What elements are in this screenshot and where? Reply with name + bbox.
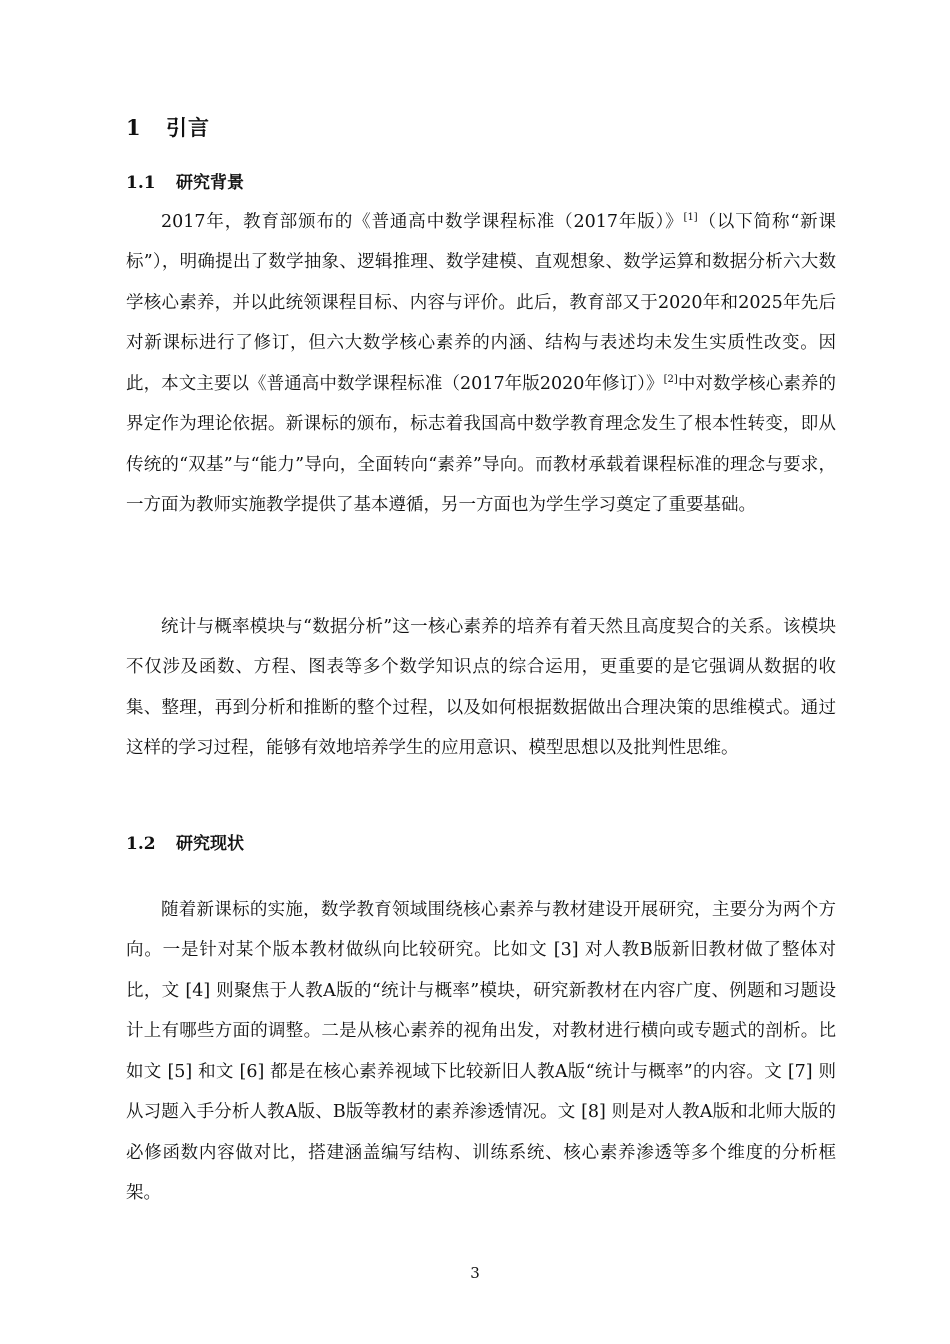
- paragraph-text: 随着新课标的实施，数学教育领域围绕核心素养与教材建设开展研究，主要分为两个方向。一是针对某个版本教材做纵向比较研究。比如文 [3] 对人教B版新旧教材做了整体对比，文 [4] 则聚焦于人教A版的“统计与概率”模块，研究新教材在内容广度、例题和习题设计上有哪些方面的调整。二是从核心素养的视角出发，对教材进行横向或专题式的剖析。比如文 [5] 和文 [6] 都是在核心素养视域下比较新旧人教A版“统计与概率”的内容。文 [7] 则从习题入手分析人教A版、B版等教材的素养渗透情况。文 [8] 则是对人教A版和北师大版的必修函数内容做对比，搭建涵盖编写结构、训练系统、核心素养渗透等多个维度的分析框架。: [126, 899, 836, 1203]
- citation-ref: [1]: [683, 211, 698, 223]
- paragraph-research-status: [126, 890, 836, 1214]
- chapter-number: 1: [126, 115, 142, 140]
- paragraph-text: （以下简称“新课标”），明确提出了数学抽象、逻辑推理、数学建模、直观想象、数学运算和数据分析六大数学核心素养，并以此统领课程目标、内容与评价。此后，教育部又于2020年和2025年先后对新课标进行了修订，但六大数学核心素养的内涵、结构与表述均未发生实质性改变。因此，本文主要以《普通高中数学课程标准（2017年版2020年修订）》: [126, 211, 836, 394]
- section-heading-status: [126, 829, 244, 854]
- section-title: 研究现状: [176, 834, 244, 854]
- section-number: 1.1: [126, 173, 156, 193]
- paragraph-statistics-module: [126, 607, 836, 769]
- paragraph-text: 2017年，教育部颁布的《普通高中数学课程标准（2017年版）》: [161, 211, 684, 232]
- section-heading-background: [126, 168, 244, 193]
- page-number: 3: [470, 1264, 480, 1282]
- chapter-title: 引言: [166, 115, 210, 140]
- chapter-heading: [126, 112, 210, 142]
- citation-ref: [2]: [663, 373, 678, 385]
- section-title: 研究背景: [176, 173, 244, 193]
- paragraph-text: 统计与概率模块与“数据分析”这一核心素养的培养有着天然且高度契合的关系。该模块不仅涉及函数、方程、图表等多个数学知识点的综合运用，更重要的是它强调从数据的收集、整理，再到分析和推断的整个过程，以及如何根据数据做出合理决策的思维模式。通过这样的学习过程，能够有效地培养学生的应用意识、模型思想以及批判性思维。: [126, 616, 836, 758]
- paragraph-text: 中对数学核心素养的界定作为理论依据。新课标的颁布，标志着我国高中数学教育理念发生了根本性转变，即从传统的“双基”与“能力”导向，全面转向“素养”导向。而教材承载着课程标准的理念与要求，一方面为教师实施教学提供了基本遵循，另一方面也为学生学习奠定了重要基础。: [126, 373, 836, 515]
- paragraph-background: [126, 202, 836, 526]
- section-number: 1.2: [126, 834, 156, 854]
